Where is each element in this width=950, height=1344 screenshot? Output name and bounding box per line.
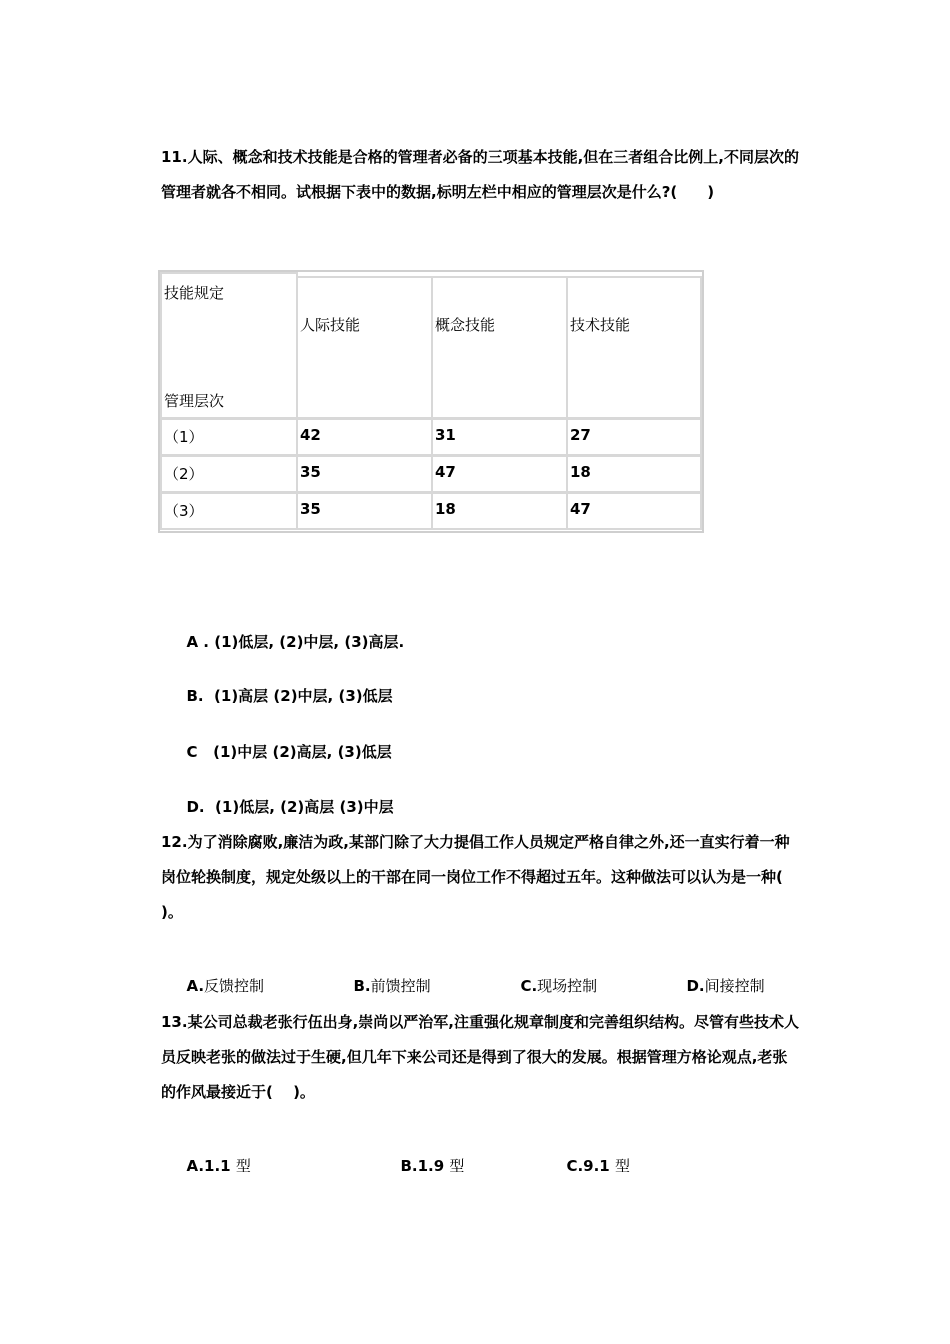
q13-option-c[interactable] — [556, 1137, 630, 1176]
cell-value: 42 — [300, 426, 321, 444]
table-cell — [566, 455, 702, 493]
option-text: 反馈控制 — [204, 977, 265, 995]
question-text: 为了消除腐败,廉洁为政,某部门除了大力提倡工作人员规定严格自律之外,还一直实行着一种岗位轮换制度，规定处级以上的干部在同一岗位工作不得超过五年。这种做法可以认为是一种( )。 — [161, 833, 804, 921]
row-label: （2） — [164, 465, 204, 483]
question-number: 12. — [161, 833, 188, 851]
table-cell — [566, 418, 702, 456]
option-key: D. — [186, 798, 216, 816]
cell-value: 27 — [570, 426, 591, 444]
q12-option-b[interactable] — [343, 957, 431, 996]
table-cell — [296, 418, 433, 456]
option-key: C. — [520, 977, 538, 995]
cell-value: 47 — [435, 463, 456, 481]
q11-option-a[interactable] — [176, 613, 404, 652]
skills-table — [158, 270, 704, 533]
option-key: B.1.9 — [400, 1157, 450, 1175]
option-text: 现场控制 — [537, 977, 598, 995]
option-key: D. — [686, 977, 705, 995]
cell-value: 35 — [300, 500, 321, 518]
option-text: 型 — [235, 1157, 251, 1175]
q13-option-a[interactable] — [176, 1137, 251, 1176]
option-text: 型 — [614, 1157, 630, 1175]
table-cell — [296, 455, 433, 493]
question-number: 13. — [161, 1013, 188, 1031]
cell-value: 18 — [435, 500, 456, 518]
q13-option-b[interactable] — [390, 1137, 464, 1176]
table-cell — [566, 492, 702, 530]
cell-value: 35 — [300, 463, 321, 481]
header-technical: 技术技能 — [570, 316, 631, 334]
q11-option-c[interactable] — [176, 723, 392, 762]
option-key: B. — [353, 977, 371, 995]
table-header-cell — [431, 276, 568, 419]
header-interpersonal: 人际技能 — [300, 316, 361, 334]
option-key: B. — [186, 687, 215, 705]
option-text: (1)中层 (2)高层, (3)低层 — [213, 743, 392, 761]
option-text: (1)低层, (2)中层, (3)高层. — [214, 633, 405, 651]
question-text: 人际、概念和技术技能是合格的管理者必备的三项基本技能,但在三者组合比例上,不同层次的管理者就各不相同。试根据下表中的数据,标明左栏中相应的管理层次是什么?( ) — [161, 148, 799, 201]
table-corner-cell — [160, 272, 298, 419]
cell-value: 18 — [570, 463, 591, 481]
table-cell — [431, 418, 568, 456]
option-text: 型 — [449, 1157, 465, 1175]
question-11 — [161, 140, 801, 210]
option-key: C.9.1 — [566, 1157, 615, 1175]
cell-value: 31 — [435, 426, 456, 444]
q12-option-d[interactable] — [676, 957, 765, 996]
option-key: A. — [186, 977, 205, 995]
row-label: （1） — [164, 428, 204, 446]
option-text: 间接控制 — [704, 977, 765, 995]
header-conceptual: 概念技能 — [435, 316, 496, 334]
question-13 — [161, 1005, 801, 1110]
option-text: (1)高层 (2)中层, (3)低层 — [214, 687, 393, 705]
question-number: 11. — [161, 148, 188, 166]
option-text: 前馈控制 — [370, 977, 431, 995]
table-header-cell — [296, 276, 433, 419]
table-cell — [296, 492, 433, 530]
table-row-label — [160, 418, 298, 456]
table-cell — [431, 492, 568, 530]
corner-bottom-label: 管理层次 — [164, 392, 225, 410]
table-header-cell — [566, 276, 702, 419]
option-key: A.1.1 — [186, 1157, 236, 1175]
question-text: 某公司总裁老张行伍出身,崇尚以严治军,注重强化规章制度和完善组织结构。尽管有些技术人员反映老张的做法过于生硬,但几年下来公司还是得到了很大的发展。根据管理方格论观点,老张的作风最接近于( )。 — [161, 1013, 799, 1101]
corner-top-label: 技能规定 — [164, 284, 225, 302]
table-row-label — [160, 455, 298, 493]
option-text: (1)低层, (2)高层 (3)中层 — [215, 798, 394, 816]
cell-value: 47 — [570, 500, 591, 518]
option-key: A . — [186, 633, 215, 651]
q12-option-c[interactable] — [510, 957, 597, 996]
q11-option-b[interactable] — [176, 667, 393, 706]
table-row-label — [160, 492, 298, 530]
q12-option-a[interactable] — [176, 957, 264, 996]
table-cell — [431, 455, 568, 493]
question-12 — [161, 825, 804, 930]
row-label: （3） — [164, 502, 204, 520]
option-key: C — [186, 743, 214, 761]
q11-option-d[interactable] — [176, 778, 394, 817]
